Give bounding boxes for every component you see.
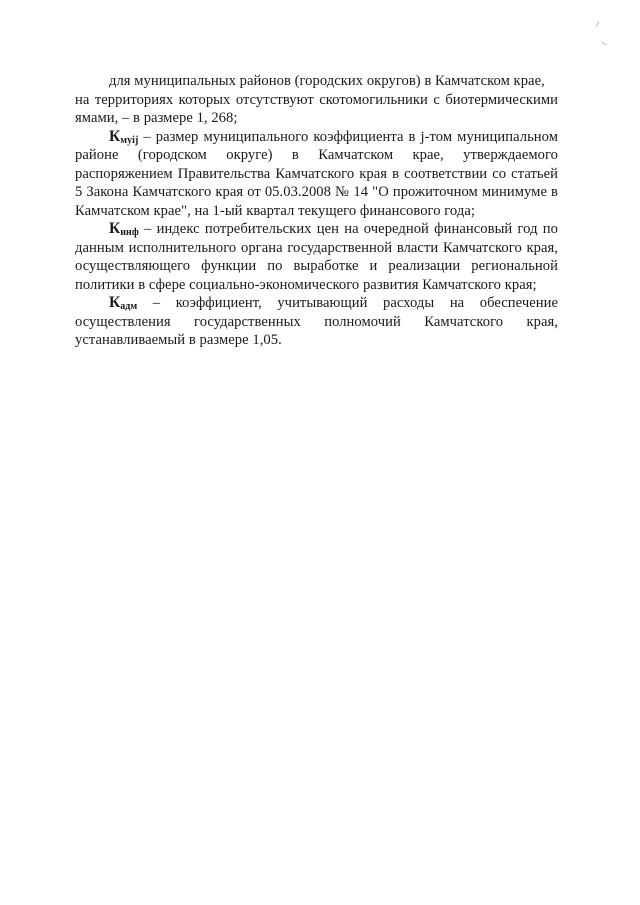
- document-body: [75, 72, 558, 350]
- term-symbol: [109, 294, 137, 311]
- scan-artifact-mark: [601, 42, 607, 46]
- scan-artifact-mark: [596, 21, 599, 27]
- term-symbol: [109, 128, 138, 145]
- paragraph-first-line: для муниципальных районов (городских округов) в Камчатском крае,: [109, 73, 545, 89]
- term-subscript: муij: [120, 134, 139, 146]
- term-letter: К: [109, 127, 121, 145]
- paragraph-text: на территориях которых отсутствуют скотомогильники с биотермическими ямами, – в размере 1, 268;: [75, 91, 558, 126]
- term-letter: К: [109, 294, 121, 311]
- paragraph-k-adm: [75, 294, 558, 350]
- paragraph-text: – коэффициент, учитывающий расходы на обеспечение осуществления государственных полномочий Камчатского края, устанавливаемый в размере 1,05.: [75, 295, 558, 348]
- term-letter: К: [109, 220, 121, 237]
- paragraph-k-muni: [75, 128, 558, 221]
- paragraph-k-inf: [75, 220, 558, 294]
- paragraph-text: – индекс потребительских цен на очередной финансовый год по данным исполнительного органа государственной власти Камчатского края, осуществляющего функции по выработке и реализации региональной политики в сфере социально-экономического развития Камчатского края;: [75, 221, 558, 293]
- paragraph-continuation: [75, 72, 558, 128]
- paragraph-text: – размер муниципального коэффициента в j-том муниципальном районе (городском округе) в Камчатском крае, утверждаемого распоряжением Правительства Камчатского края в соответствии со статьей 5 Закона Камчатского края от 05.03.2008 № 14 "О прожиточном минимуме в Камчатском крае", на 1-ый квартал текущего финансового года;: [75, 128, 558, 219]
- term-subscript: инф: [120, 227, 139, 238]
- term-subscript: адм: [120, 301, 138, 312]
- term-symbol: [109, 220, 139, 237]
